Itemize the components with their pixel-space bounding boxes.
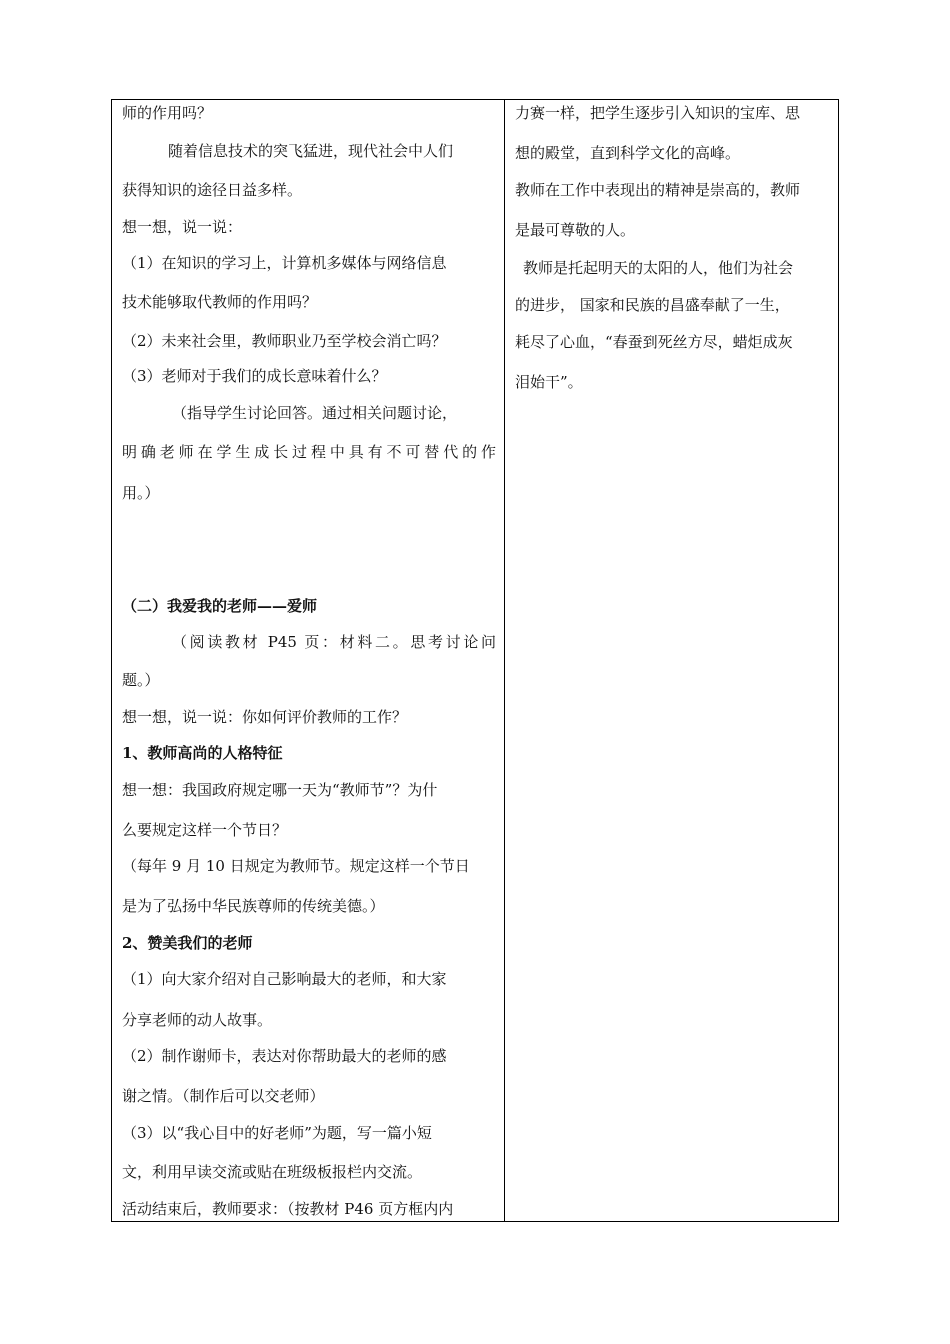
text-line: 用。） xyxy=(122,484,160,502)
text-line: 的进步， 国家和民族的昌盛奉献了一生， xyxy=(515,296,790,314)
left-column-cell xyxy=(112,100,505,1221)
text-line: 泪始干”。 xyxy=(515,373,583,391)
text-line: 教师是托起明天的太阳的人，他们为社会 xyxy=(523,259,794,277)
text-line: 明确老师在学生成长过程中具有不可替代的作 xyxy=(122,443,496,461)
text-line: 耗尽了心血，“春蚕到死丝方尽，蜡炬成灰 xyxy=(515,333,793,351)
text-line: （2）未来社会里，教师职业乃至学校会消亡吗？ xyxy=(122,332,447,350)
subsection-heading: 2、赞美我们的老师 xyxy=(122,934,253,952)
text-line: 文，利用早读交流或贴在班级板报栏内交流。 xyxy=(122,1163,423,1181)
text-line: 分享老师的动人故事。 xyxy=(122,1011,273,1029)
text-line: 力赛一样，把学生逐步引入知识的宝库、思 xyxy=(515,104,801,122)
text-line: 师的作用吗？ xyxy=(122,104,213,122)
text-line: （1）向大家介绍对自己影响最大的老师，和大家 xyxy=(122,970,447,988)
text-line: （3）以“我心目中的好老师”为题，写一篇小短 xyxy=(122,1124,432,1142)
text-line: 想一想：我国政府规定哪一天为“教师节”？为什 xyxy=(122,781,438,799)
text-line: 活动结束后，教师要求：（按教材 P46 页方框内内 xyxy=(122,1200,454,1218)
text-line: （每年 9 月 10 日规定为教师节。规定这样一个节日 xyxy=(122,857,470,875)
text-line: （1）在知识的学习上，计算机多媒体与网络信息 xyxy=(122,254,447,272)
text-line: 想一想，说一说：你如何评价教师的工作？ xyxy=(122,708,408,726)
text-line: 想的殿堂，直到科学文化的高峰。 xyxy=(515,144,741,162)
text-line: 教师在工作中表现出的精神是崇高的，教师 xyxy=(515,181,801,199)
section-heading: （二）我爱我的老师——爱师 xyxy=(122,597,318,615)
text-line: 技术能够取代教师的作用吗？ xyxy=(122,293,318,311)
text-line: （阅读教材 P45 页：材料二。思考讨论问 xyxy=(172,633,496,651)
text-line: （指导学生讨论回答。通过相关问题讨论， xyxy=(172,404,458,422)
text-line: 是为了弘扬中华民族尊师的传统美德。） xyxy=(122,897,385,915)
text-line: （2）制作谢师卡，表达对你帮助最大的老师的感 xyxy=(122,1047,447,1065)
text-line: 获得知识的途径日益多样。 xyxy=(122,181,303,199)
subsection-heading: 1、教师高尚的人格特征 xyxy=(122,744,283,762)
right-column-cell xyxy=(505,100,838,1221)
text-line: 想一想，说一说： xyxy=(122,218,243,236)
text-line: 随着信息技术的突飞猛进，现代社会中人们 xyxy=(168,142,454,160)
text-line: 谢之情。（制作后可以交老师） xyxy=(122,1087,325,1105)
text-line: 题。） xyxy=(122,671,160,689)
text-line: 么要规定这样一个节日？ xyxy=(122,821,288,839)
text-line: （3）老师对于我们的成长意味着什么？ xyxy=(122,367,387,385)
lesson-plan-table xyxy=(111,99,839,1222)
text-line: 是最可尊敬的人。 xyxy=(515,221,636,239)
